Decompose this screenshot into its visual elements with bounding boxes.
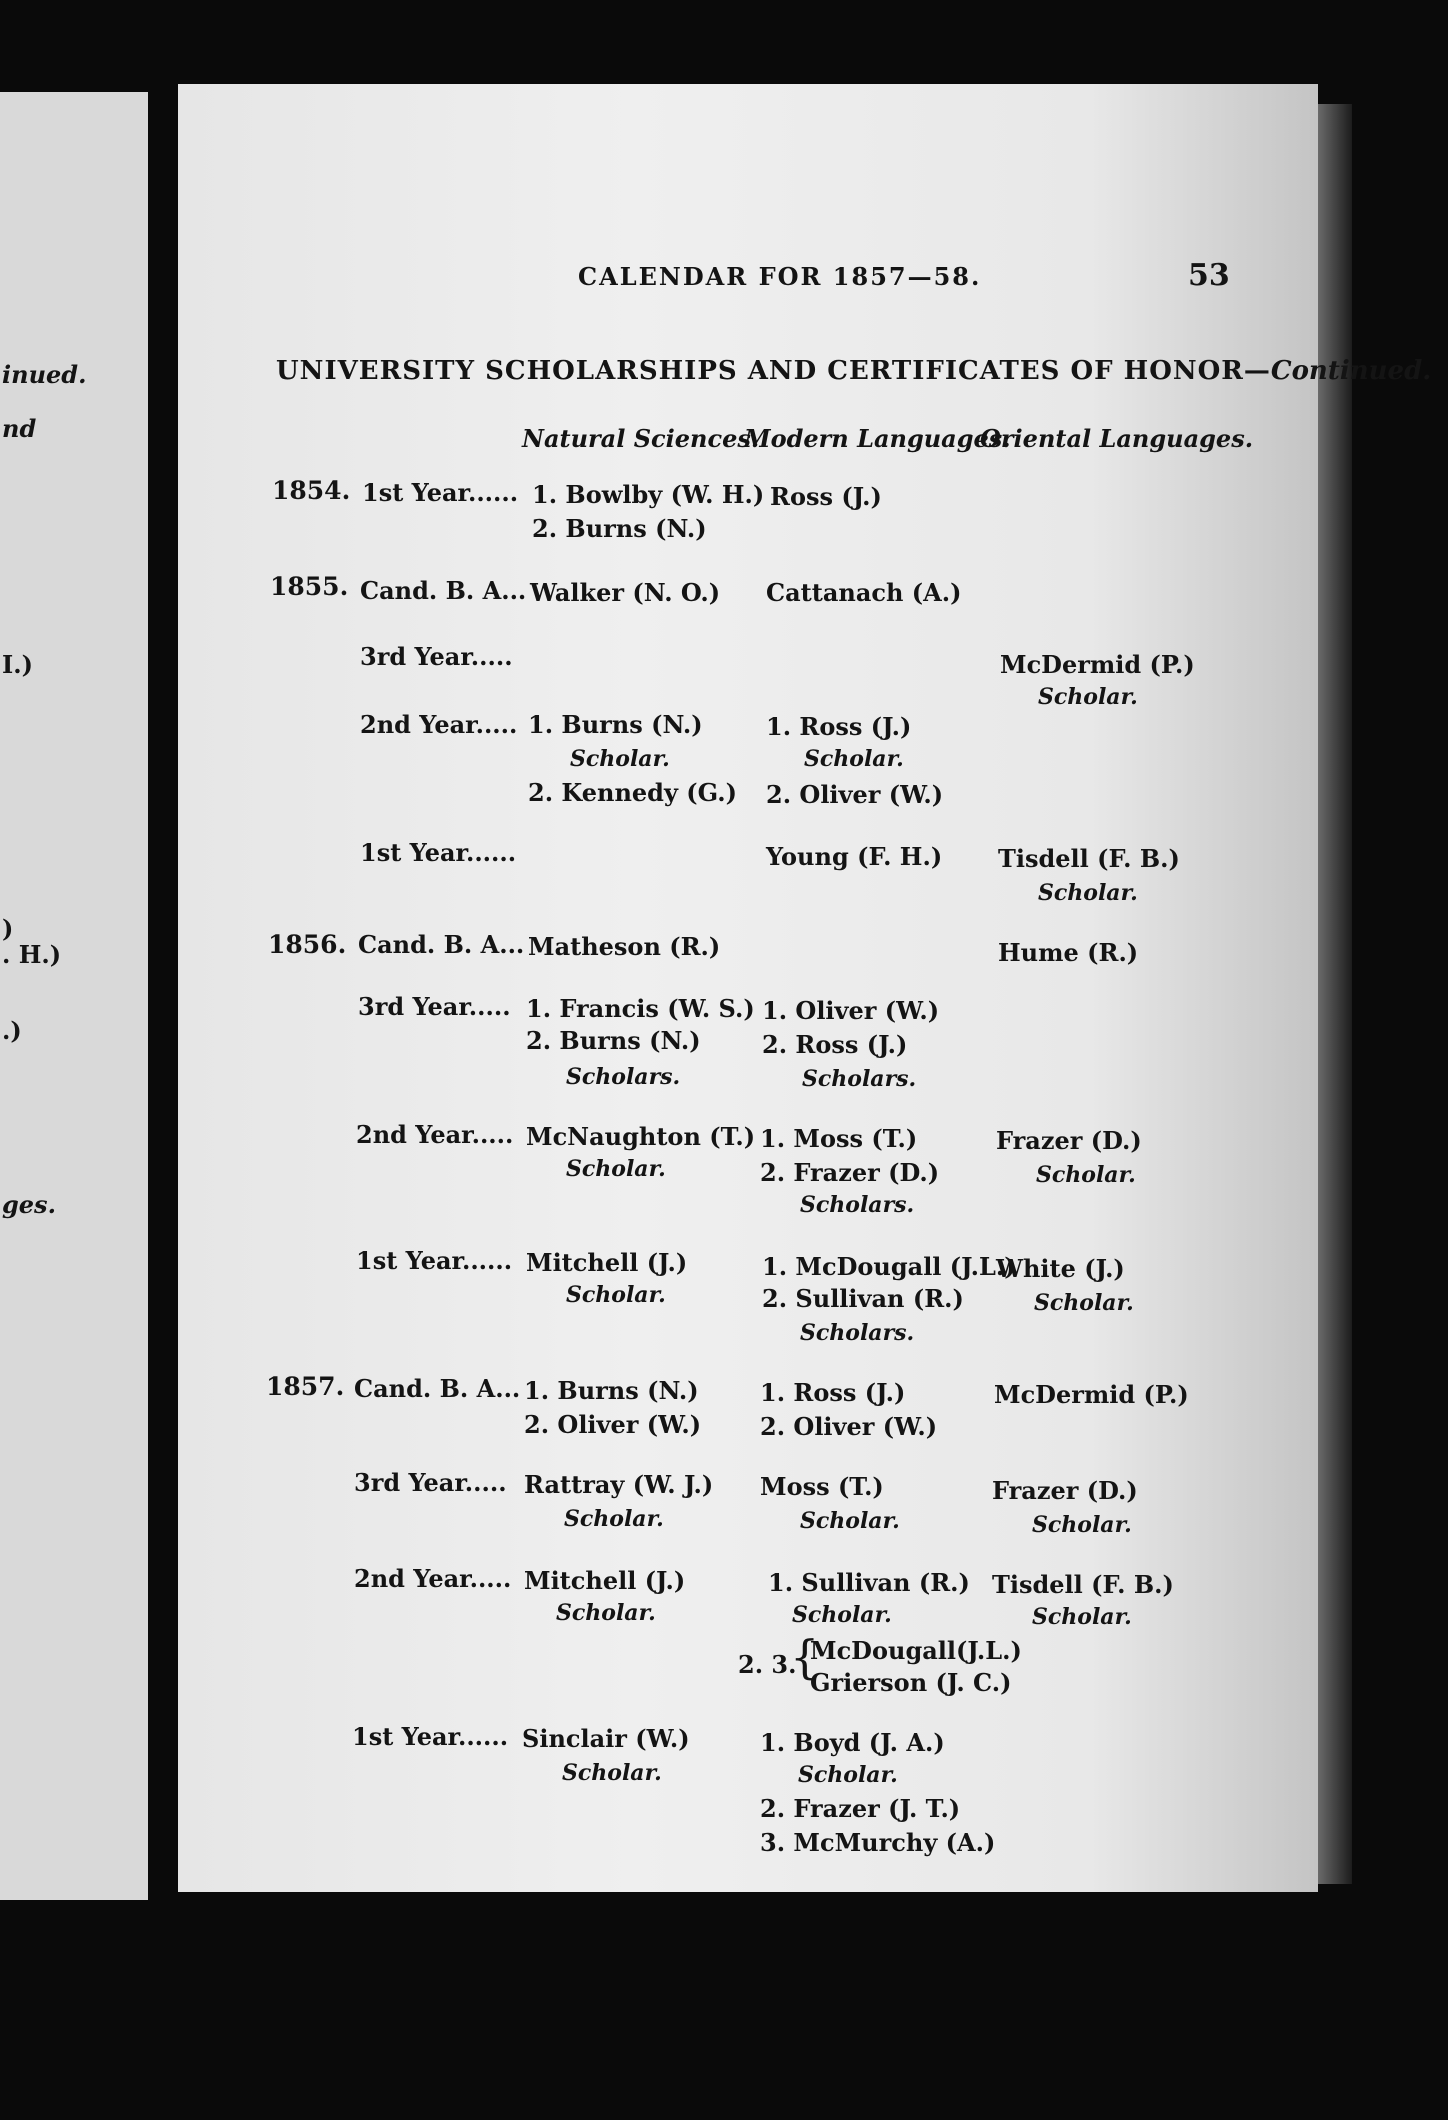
row-label: 2nd Year..... <box>360 710 518 739</box>
oriental-languages-entry: Frazer (D.) <box>992 1476 1138 1505</box>
modern-languages-entry: Scholar. <box>798 1762 898 1788</box>
natural-sciences-entry: Mitchell (J.) <box>524 1566 686 1595</box>
natural-sciences-entry: Scholar. <box>566 1282 666 1308</box>
row-label: 1st Year...... <box>356 1246 513 1275</box>
modern-languages-entry: Scholars. <box>802 1066 917 1092</box>
year-label: 1855. <box>270 572 349 601</box>
natural-sciences-entry: Scholar. <box>564 1506 664 1532</box>
oriental-languages-entry: Tisdell (F. B.) <box>998 844 1180 873</box>
row-label: 3rd Year..... <box>358 992 511 1021</box>
left-page-fragment: ) <box>2 914 14 943</box>
left-page-fragment: . H.) <box>2 940 62 969</box>
modern-languages-entry: 3. McMurchy (A.) <box>760 1828 996 1857</box>
modern-languages-entry: McDougall(J.L.) <box>810 1636 1022 1665</box>
oriental-languages-entry: Tisdell (F. B.) <box>992 1570 1174 1599</box>
brace-glyph: { <box>790 1630 820 1684</box>
natural-sciences-entry: Scholar. <box>566 1156 666 1182</box>
left-page-margin <box>0 92 148 1900</box>
row-label: 2nd Year..... <box>356 1120 514 1149</box>
year-label: 1856. <box>268 930 347 959</box>
modern-languages-entry: Scholar. <box>804 746 904 772</box>
modern-languages-entry: 2. Sullivan (R.) <box>762 1284 964 1313</box>
natural-sciences-entry: 2. Oliver (W.) <box>524 1410 702 1439</box>
modern-languages-entry: Scholar. <box>792 1602 892 1628</box>
modern-languages-entry: 2. Frazer (J. T.) <box>760 1794 961 1823</box>
natural-sciences-entry: 1. Francis (W. S.) <box>526 994 755 1023</box>
row-label: Cand. B. A... <box>360 576 527 605</box>
left-page-fragment: .) <box>2 1016 22 1045</box>
modern-languages-entry: Moss (T.) <box>760 1472 884 1501</box>
natural-sciences-entry: Scholar. <box>570 746 670 772</box>
left-page-fragment: ges. <box>2 1190 56 1219</box>
natural-sciences-entry: Walker (N. O.) <box>530 578 721 607</box>
oriental-languages-entry: Hume (R.) <box>998 938 1139 967</box>
section-title: UNIVERSITY SCHOLARSHIPS AND CERTIFICATES OF HONOR—Continued. <box>276 356 1432 386</box>
modern-languages-entry: 2. Oliver (W.) <box>760 1412 938 1441</box>
oriental-languages-entry: Scholar. <box>1032 1604 1132 1630</box>
oriental-languages-entry: Scholar. <box>1032 1512 1132 1538</box>
oriental-languages-entry: Scholar. <box>1038 880 1138 906</box>
natural-sciences-entry: Sinclair (W.) <box>522 1724 690 1753</box>
row-label: Cand. B. A... <box>358 930 525 959</box>
modern-languages-entry: 1. Sullivan (R.) <box>768 1568 970 1597</box>
row-label: 1st Year...... <box>360 838 517 867</box>
modern-languages-entry: 1. McDougall (J.L.) <box>762 1252 1016 1281</box>
modern-languages-entry: 2. Frazer (D.) <box>760 1158 940 1187</box>
modern-languages-entry: Ross (J.) <box>770 482 882 511</box>
modern-languages-entry: Young (F. H.) <box>766 842 943 871</box>
year-label: 1857. <box>266 1372 345 1401</box>
natural-sciences-entry: Rattray (W. J.) <box>524 1470 714 1499</box>
oriental-languages-entry: Frazer (D.) <box>996 1126 1142 1155</box>
modern-languages-entry: 1. Oliver (W.) <box>762 996 940 1025</box>
natural-sciences-entry: McNaughton (T.) <box>526 1122 756 1151</box>
natural-sciences-entry: 2. Kennedy (G.) <box>528 778 737 807</box>
modern-languages-entry: 1. Ross (J.) <box>766 712 912 741</box>
modern-languages-entry: 2. 3. <box>738 1650 797 1679</box>
modern-languages-entry: 2. Oliver (W.) <box>766 780 944 809</box>
year-label: 1854. <box>272 476 351 505</box>
row-label: Cand. B. A... <box>354 1374 521 1403</box>
natural-sciences-entry: Mitchell (J.) <box>526 1248 688 1277</box>
natural-sciences-entry: 2. Burns (N.) <box>532 514 707 543</box>
oriental-languages-entry: Scholar. <box>1036 1162 1136 1188</box>
row-label: 1st Year...... <box>352 1722 509 1751</box>
modern-languages-entry: Scholars. <box>800 1192 915 1218</box>
modern-languages-entry: Scholar. <box>800 1508 900 1534</box>
left-page-fragment: nd <box>2 414 37 443</box>
oriental-languages-entry: McDermid (P.) <box>994 1380 1189 1409</box>
oriental-languages-entry: Scholar. <box>1034 1290 1134 1316</box>
natural-sciences-entry: Matheson (R.) <box>528 932 721 961</box>
page-number: 53 <box>1188 258 1230 293</box>
modern-languages-entry: 1. Moss (T.) <box>760 1124 918 1153</box>
oriental-languages-entry: Scholar. <box>1038 684 1138 710</box>
column-header-natural-sciences: Natural Sciences. <box>522 424 760 453</box>
modern-languages-entry: Cattanach (A.) <box>766 578 962 607</box>
natural-sciences-entry: Scholars. <box>566 1064 681 1090</box>
natural-sciences-entry: Scholar. <box>562 1760 662 1786</box>
modern-languages-entry: Grierson (J. C.) <box>810 1668 1012 1697</box>
left-page-fragment: I.) <box>2 650 33 679</box>
oriental-languages-entry: McDermid (P.) <box>1000 650 1195 679</box>
natural-sciences-entry: Scholar. <box>556 1600 656 1626</box>
natural-sciences-entry: 1. Burns (N.) <box>528 710 703 739</box>
oriental-languages-entry: White (J.) <box>996 1254 1125 1283</box>
left-page-fragment: inued. <box>2 360 87 389</box>
natural-sciences-entry: 1. Bowlby (W. H.) <box>532 480 765 509</box>
modern-languages-entry: 1. Boyd (J. A.) <box>760 1728 945 1757</box>
natural-sciences-entry: 1. Burns (N.) <box>524 1376 699 1405</box>
natural-sciences-entry: 2. Burns (N.) <box>526 1026 701 1055</box>
modern-languages-entry: Scholars. <box>800 1320 915 1346</box>
running-title: CALENDAR FOR 1857—58. <box>578 262 982 291</box>
row-label: 3rd Year..... <box>360 642 513 671</box>
column-header-modern-languages: Modern Languages. <box>744 424 1011 453</box>
row-label: 3rd Year..... <box>354 1468 507 1497</box>
modern-languages-entry: 2. Ross (J.) <box>762 1030 908 1059</box>
row-label: 1st Year...... <box>362 478 519 507</box>
row-label: 2nd Year..... <box>354 1564 512 1593</box>
column-header-oriental-languages: Oriental Languages. <box>980 424 1254 453</box>
modern-languages-entry: 1. Ross (J.) <box>760 1378 906 1407</box>
